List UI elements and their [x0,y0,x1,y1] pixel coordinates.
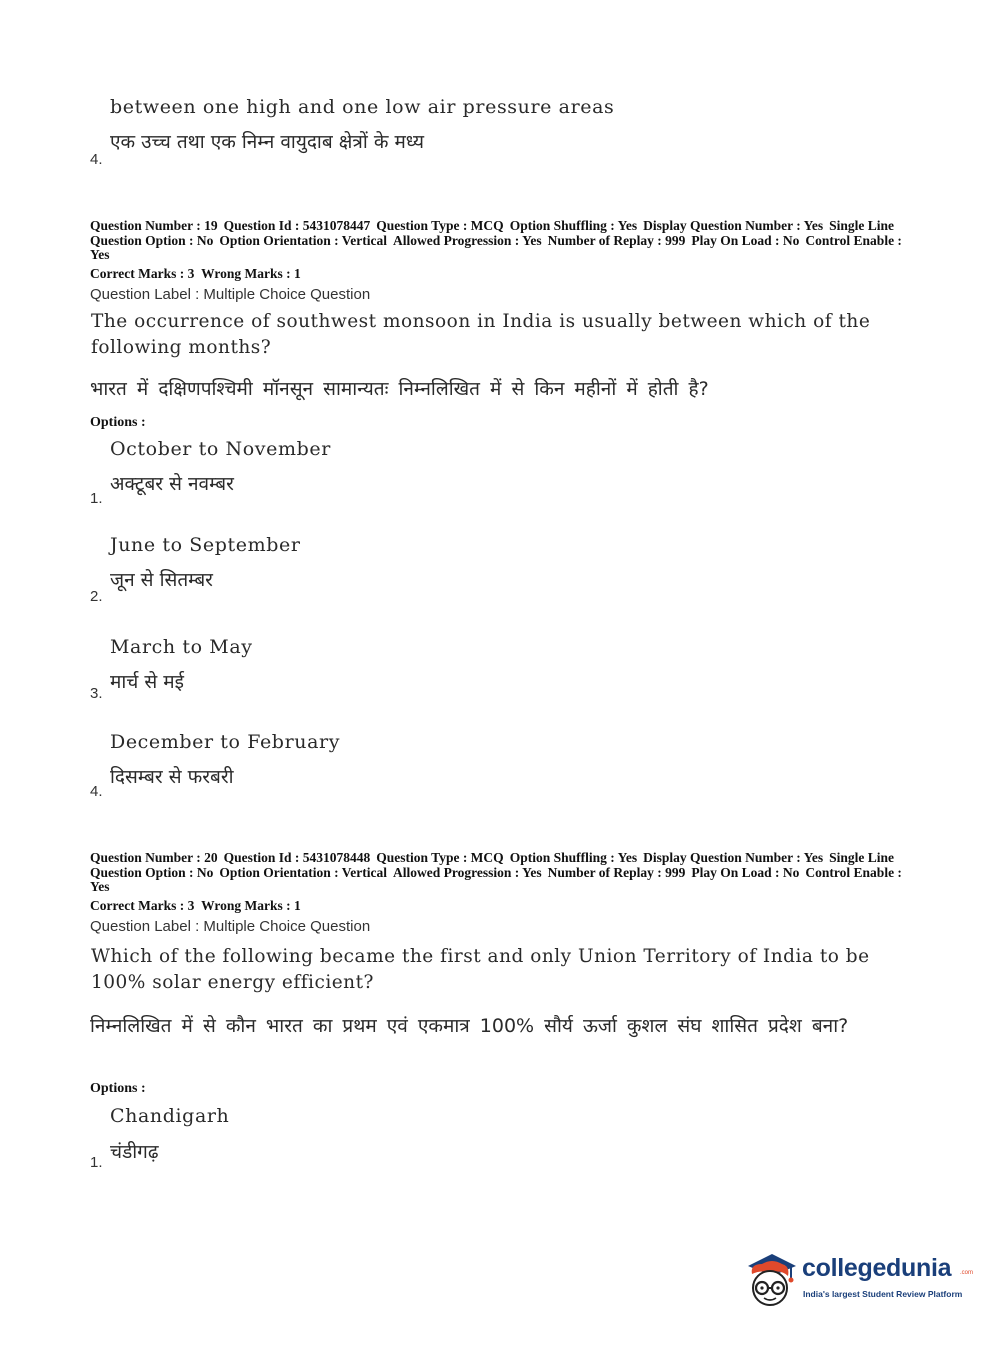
collegedunia-logo [742,1248,972,1312]
q20-question-text-hindi: निम्नलिखित में से कौन भारत का प्रथम एवं एकमात्र 100% सौर्य ऊर्जा कुशल संघ शासित प्रदेश बना? [90,1015,849,1037]
q19-display-question-number: Display Question Number : Yes [643,218,824,233]
q19-marks [90,266,301,282]
q20-orientation: Option Orientation : Vertical [219,864,388,880]
q20-option-1-english: Chandigarh [110,1105,230,1127]
q20-control-enable: Control Enable : Yes [90,864,902,894]
q19-question-type: Question Type : MCQ [376,218,504,233]
q19-option-2-number: 2. [90,588,103,605]
q19-option-1-hindi: अक्टूबर से नवम्बर [110,473,234,495]
q19-option-4-number: 4. [90,783,103,800]
q20-option-1-number: 1. [90,1154,103,1171]
q19-option-3-number: 3. [90,685,103,702]
q19-correct-marks: Correct Marks : 3 [90,266,195,281]
q19-option-3-hindi: मार्च से मई [110,671,184,693]
q19-option-2-hindi: जून से सितम्बर [110,569,213,591]
q19-metadata [90,219,920,263]
q19-question-number: Question Number : 19 [90,218,218,233]
q19-option-3-english: March to May [110,636,253,658]
q19-control-enable: Control Enable : Yes [90,232,902,262]
q20-question-type: Question Type : MCQ [376,850,504,865]
q20-correct-marks: Correct Marks : 3 [90,898,195,913]
q19-option-4-hindi: दिसम्बर से फरबरी [110,766,234,788]
q19-option-4-english: December to February [110,731,341,753]
q19-single-line: Single Line Question Option : No [90,218,894,248]
prev-option-4-number: 4. [90,151,103,168]
logo-wordmark: collegedunia [802,1254,952,1282]
q20-metadata [90,851,920,895]
q20-question-text-english: Which of the following became the first and only Union Territory of India to be 100% solar energy efficient? [91,946,870,993]
q19-play-on-load: Play On Load : No [691,232,800,248]
q20-replay: Number of Replay : 999 [547,864,686,880]
student-mascot-icon [742,1250,798,1308]
q20-marks [90,898,301,914]
q19-option-1-number: 1. [90,490,103,507]
q20-option-shuffling: Option Shuffling : Yes [509,850,638,865]
q20-options-label: Options : [90,1081,146,1096]
prev-option-4-english: between one high and one low air pressure areas [110,96,615,118]
q20-question-label: Question Label : Multiple Choice Question [90,918,371,935]
q20-question-number: Question Number : 20 [90,850,218,865]
logo-domain-suffix: .com [960,1270,974,1276]
prev-option-4-hindi: एक उच्च तथा एक निम्न वायुदाब क्षेत्रों के मध्य [110,131,424,153]
q19-progression: Allowed Progression : Yes [393,232,542,248]
q20-wrong-marks: Wrong Marks : 1 [201,898,301,913]
q20-progression: Allowed Progression : Yes [393,864,542,880]
q19-option-shuffling: Option Shuffling : Yes [509,218,638,233]
q19-replay: Number of Replay : 999 [547,232,686,248]
q20-play-on-load: Play On Load : No [691,864,800,880]
logo-tagline: India's largest Student Review Platform [803,1289,963,1299]
q19-question-label: Question Label : Multiple Choice Question [90,286,371,303]
q19-question-text-hindi: भारत में दक्षिणपश्चिमी मॉनसून सामान्यतः निम्नलिखित में से किन महीनों में होती है? [90,378,709,400]
q20-question-id: Question Id : 5431078448 [223,850,371,865]
q20-option-1-hindi: चंडीगढ़ [110,1141,159,1163]
q20-display-question-number: Display Question Number : Yes [643,850,824,865]
q19-orientation: Option Orientation : Vertical [219,232,388,248]
q19-option-1-english: October to November [110,438,331,460]
q19-wrong-marks: Wrong Marks : 1 [201,266,301,281]
q20-single-line: Single Line Question Option : No [90,850,894,880]
q19-options-label: Options : [90,415,146,430]
q19-option-2-english: June to September [110,534,301,556]
q19-question-id: Question Id : 5431078447 [223,218,371,233]
q19-question-text-english: The occurrence of southwest monsoon in India is usually between which of the following months? [91,311,871,358]
